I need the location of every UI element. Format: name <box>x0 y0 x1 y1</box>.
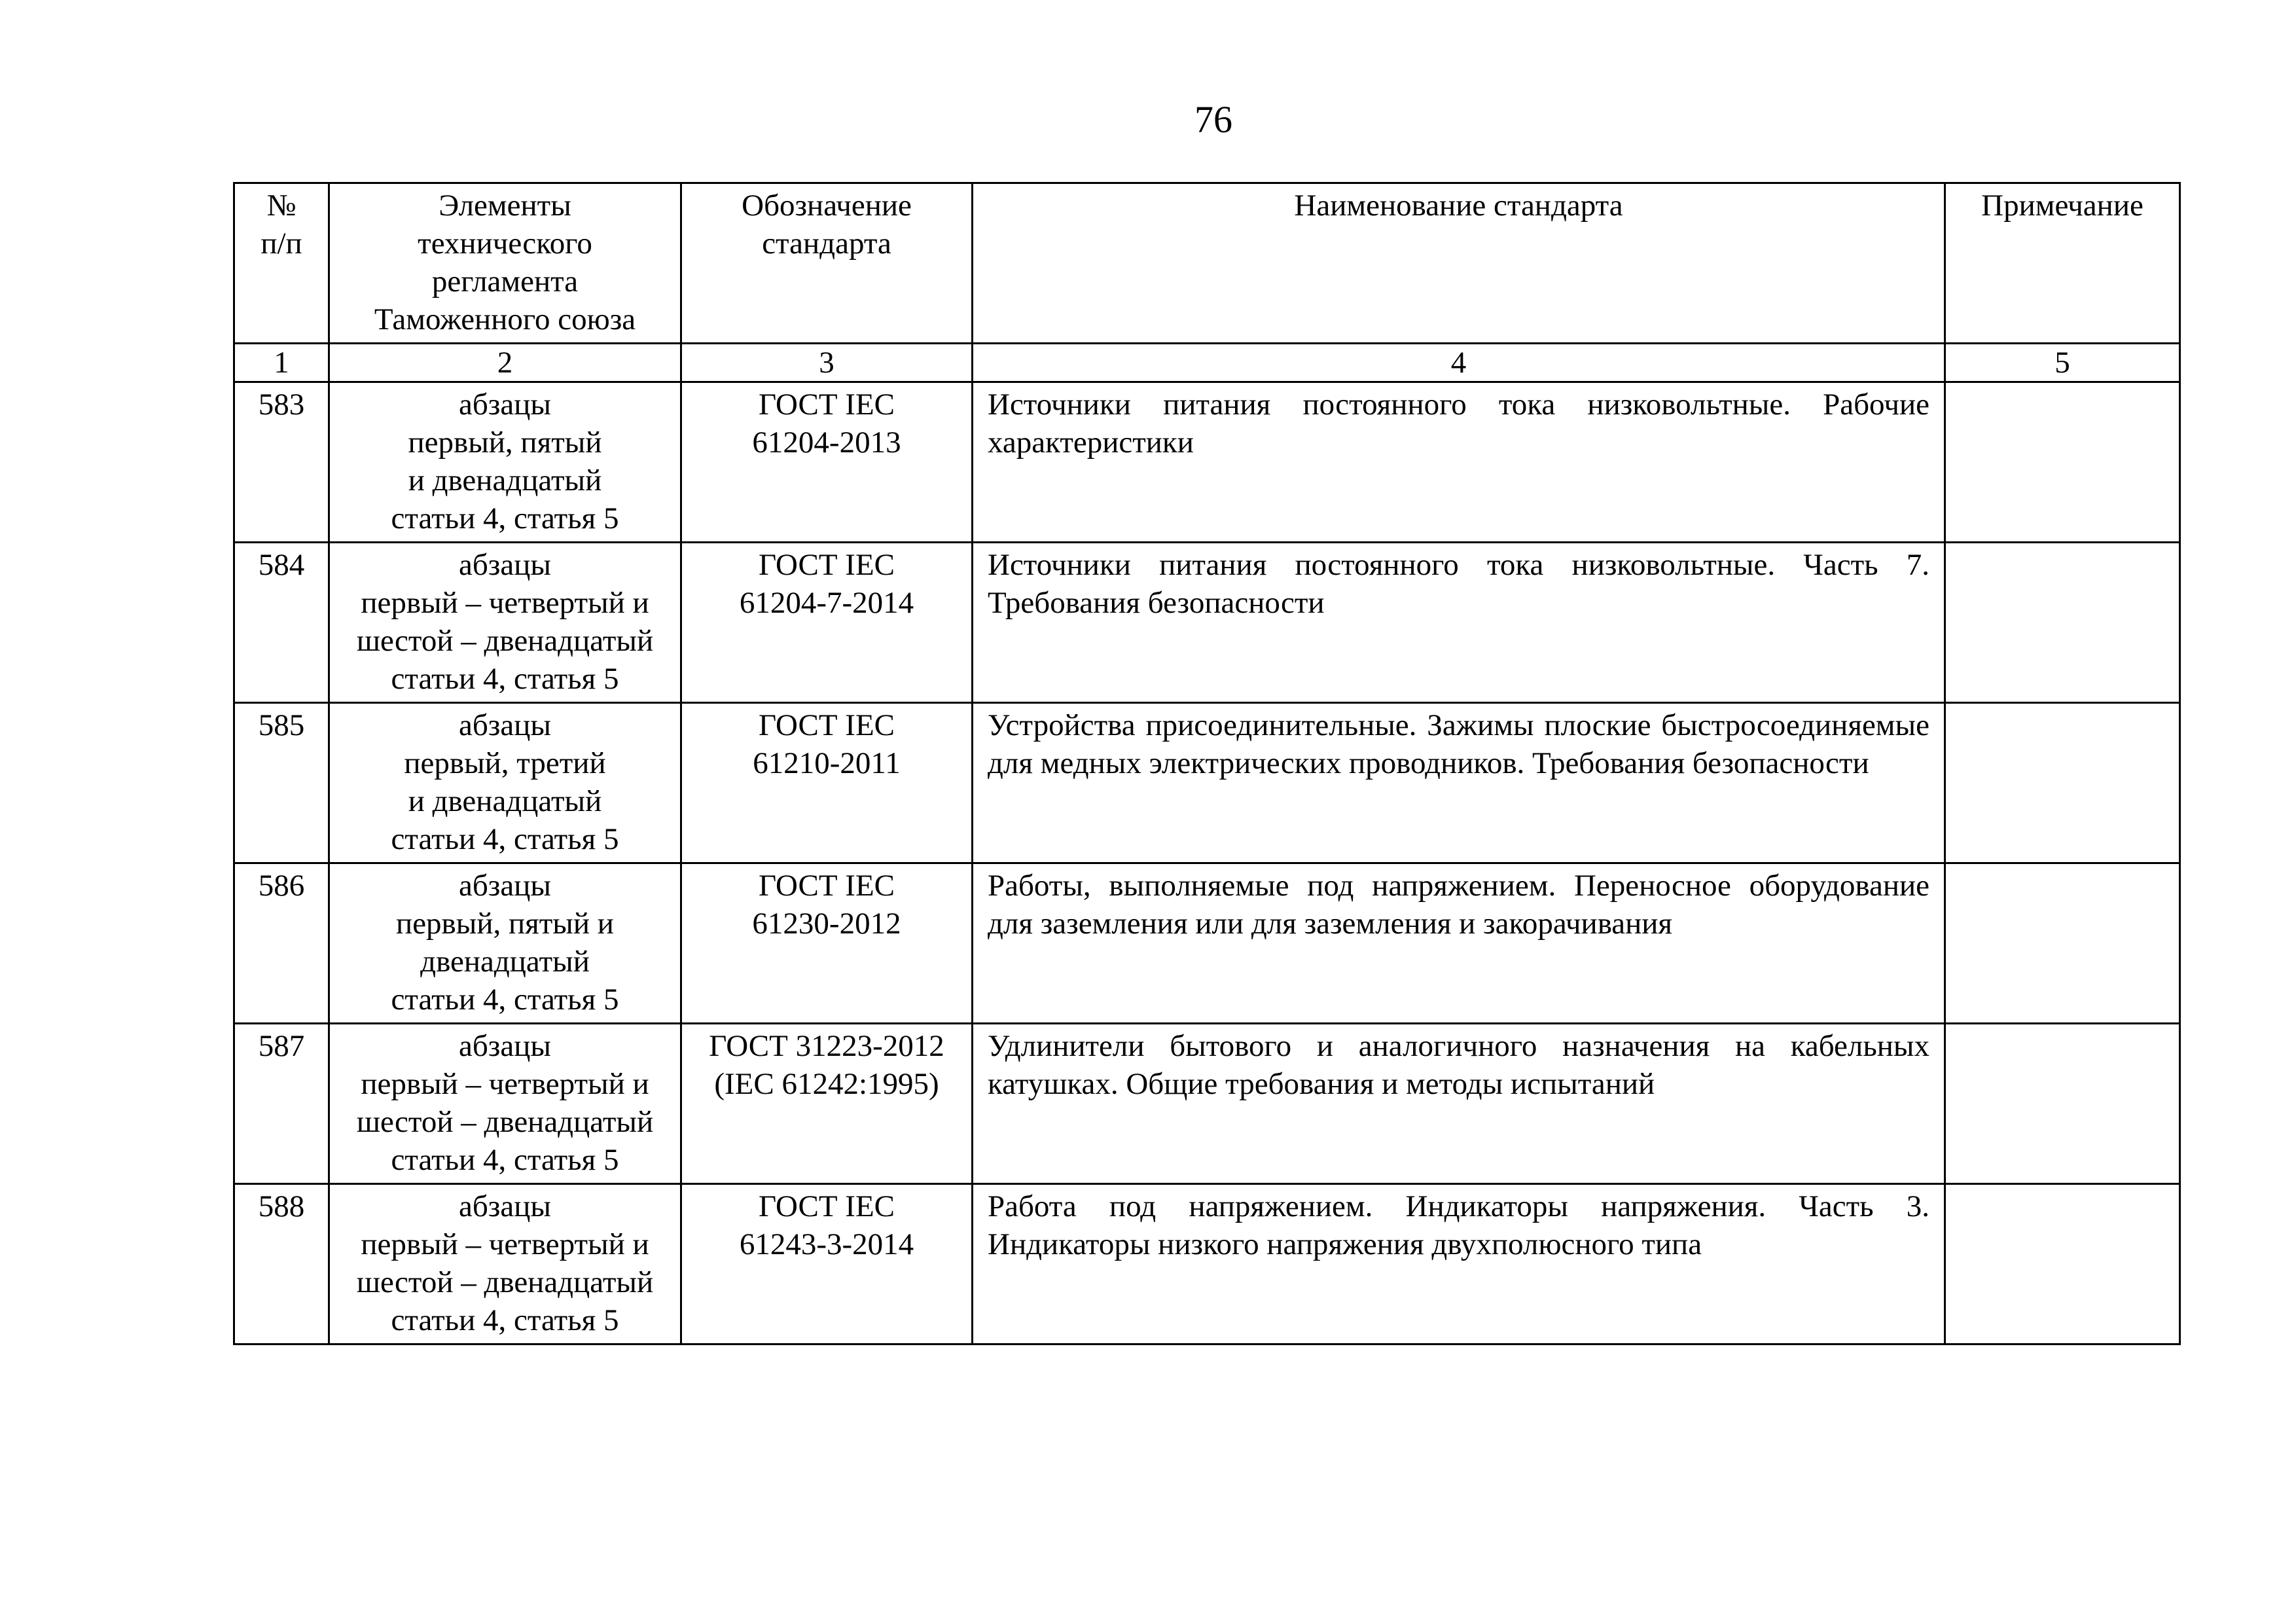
table-row <box>234 1184 2180 1344</box>
row-number: 588 <box>234 1184 329 1344</box>
column-number: 2 <box>329 344 681 382</box>
column-number: 3 <box>681 344 973 382</box>
row-note <box>1945 1184 2180 1344</box>
table-row <box>234 543 2180 703</box>
row-note <box>1945 543 2180 703</box>
row-designation: ГОСТ 31223-2012 (IEC 61242:1995) <box>681 1024 973 1184</box>
row-number: 584 <box>234 543 329 703</box>
page-number: 76 <box>1194 98 1232 141</box>
table-row <box>234 1024 2180 1184</box>
row-standard-name: Удлинители бытового и аналогичного назначения на кабельных катушках. Общие требования и методы испытаний <box>973 1024 1945 1184</box>
row-elements: абзацы первый – четвертый и шестой – двенадцатый статьи 4, статья 5 <box>329 543 681 703</box>
header-standard-name: Наименование стандарта <box>973 183 1945 344</box>
row-note <box>1945 1024 2180 1184</box>
column-number-row <box>234 344 2180 382</box>
row-standard-name: Работа под напряжением. Индикаторы напряжения. Часть 3. Индикаторы низкого напряжения двухполюсного типа <box>973 1184 1945 1344</box>
column-number: 5 <box>1945 344 2180 382</box>
row-designation: ГОСТ IEC 61204-2013 <box>681 382 973 543</box>
table-row <box>234 863 2180 1024</box>
header-standard-designation: Обозначение стандарта <box>681 183 973 344</box>
row-designation: ГОСТ IEC 61243-3-2014 <box>681 1184 973 1344</box>
table-row <box>234 382 2180 543</box>
row-number: 587 <box>234 1024 329 1184</box>
table-row <box>234 703 2180 863</box>
row-number: 583 <box>234 382 329 543</box>
row-elements: абзацы первый – четвертый и шестой – двенадцатый статьи 4, статья 5 <box>329 1184 681 1344</box>
standards-table <box>233 182 2181 1345</box>
header-note: Примечание <box>1945 183 2180 344</box>
column-number: 4 <box>973 344 1945 382</box>
row-standard-name: Работы, выполняемые под напряжением. Переносное оборудование для заземления или для заземления и закорачивания <box>973 863 1945 1024</box>
row-designation: ГОСТ IEC 61210-2011 <box>681 703 973 863</box>
row-elements: абзацы первый, пятый и двенадцатый статьи 4, статья 5 <box>329 382 681 543</box>
table-header-row <box>234 183 2180 344</box>
row-standard-name: Устройства присоединительные. Зажимы плоские быстросоединяемые для медных электрических проводников. Требования безопасности <box>973 703 1945 863</box>
row-number: 586 <box>234 863 329 1024</box>
row-standard-name: Источники питания постоянного тока низковольтные. Часть 7. Требования безопасности <box>973 543 1945 703</box>
row-number: 585 <box>234 703 329 863</box>
header-number: № п/п <box>234 183 329 344</box>
row-elements: абзацы первый, пятый и двенадцатый статьи 4, статья 5 <box>329 863 681 1024</box>
row-designation: ГОСТ IEC 61230-2012 <box>681 863 973 1024</box>
row-elements: абзацы первый, третий и двенадцатый статьи 4, статья 5 <box>329 703 681 863</box>
row-note <box>1945 382 2180 543</box>
row-designation: ГОСТ IEC 61204-7-2014 <box>681 543 973 703</box>
column-number: 1 <box>234 344 329 382</box>
row-note <box>1945 703 2180 863</box>
row-standard-name: Источники питания постоянного тока низковольтные. Рабочие характеристики <box>973 382 1945 543</box>
row-note <box>1945 863 2180 1024</box>
header-regulation-elements: Элементы технического регламента Таможенного союза <box>329 183 681 344</box>
row-elements: абзацы первый – четвертый и шестой – двенадцатый статьи 4, статья 5 <box>329 1024 681 1184</box>
